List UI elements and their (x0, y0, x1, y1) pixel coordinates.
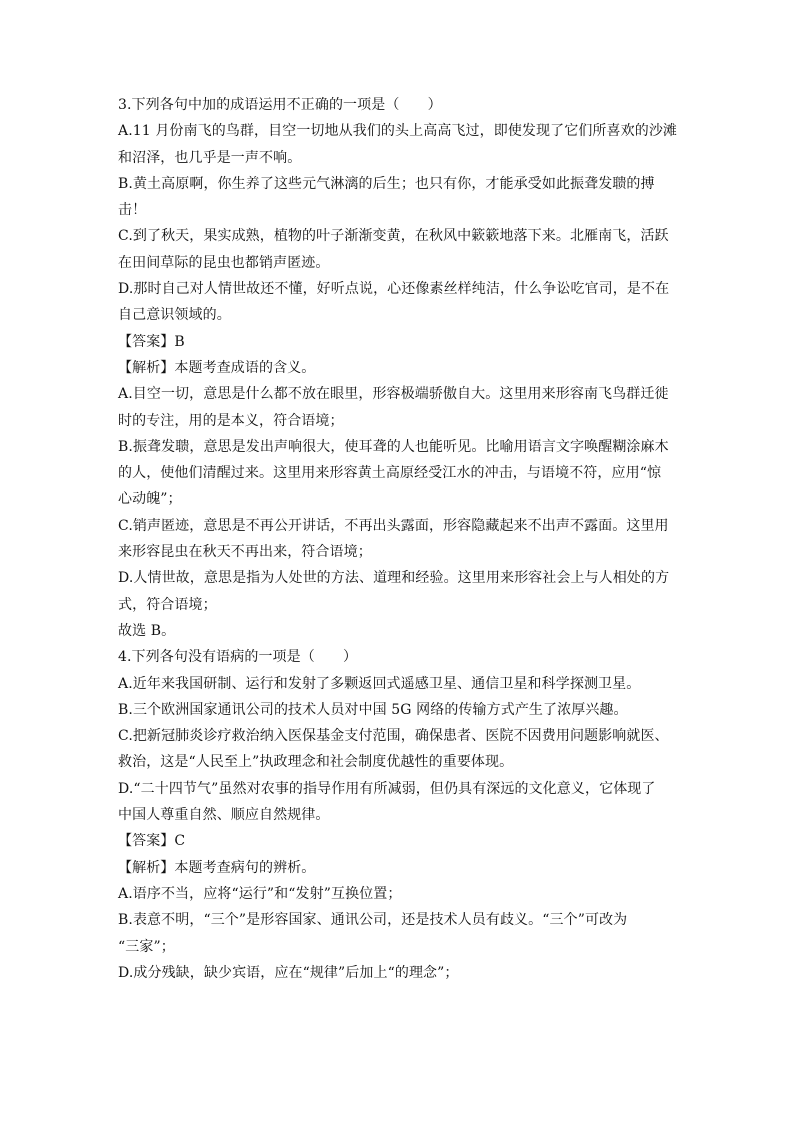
question-4-analysis-d: D.成分残缺，缺少宾语，应在“规律”后加上“的理念”； (118, 964, 459, 981)
question-3-analysis-b: B.振聋发聩，意思是发出声响很大，使耳聋的人也能听见。比喻用语言文字唤醒糊涂麻木 (118, 438, 669, 455)
question-3-option-d-cont: 自己意识领域的。 (118, 307, 231, 324)
question-3-conclusion: 故选 B。 (118, 622, 176, 639)
question-3-option-a: A.11 月份南飞的鸟群，目空一切地从我们的头上高高飞过，即使发现了它们所喜欢的沙滩 (118, 123, 678, 140)
question-3-option-c: C.到了秋天，果实成熟，植物的叶子渐渐变黄，在秋风中簌簌地落下来。北雁南飞，活跃 (118, 228, 669, 245)
question-3-option-d: D.那时自己对人情世故还不懂，好听点说，心还像素丝样纯洁，什么争讼吃官司，是不在 (118, 281, 670, 298)
question-4-option-c: C.把新冠肺炎诊疗救治纳入医保基金支付范围，确保患者、医院不因费用问题影响就医、 (118, 728, 669, 745)
question-3-option-a-cont: 和沼泽，也几乎是一声不响。 (118, 149, 302, 166)
question-3-analysis-c-cont: 来形容昆虫在秋天不再出来，符合语境； (118, 544, 372, 561)
question-4-analysis-a: A.语序不当，应将“运行”和“发射”互换位置； (118, 885, 402, 902)
question-3-analysis-b-cont: 的人，使他们清醒过来。这里用来形容黄土高原经受江水的冲击，与语境不符，应用“惊 (118, 465, 662, 482)
question-4-option-c-cont: 救治，这是“人民至上”执政理念和社会制度优越性的重要体现。 (118, 754, 514, 771)
question-4-analysis-b-cont: “三家”； (118, 938, 175, 955)
question-3-option-b-cont: 击！ (118, 202, 147, 219)
question-3-analysis-c: C.销声匿迹，意思是不再公开讲话，不再出头露面，形容隐藏起来不出声不露面。这里用 (118, 517, 669, 534)
question-3-answer: 【答案】B (118, 333, 185, 350)
question-4-analysis-title: 【解析】本题考查病句的辨析。 (118, 859, 316, 876)
document-page (118, 92, 678, 986)
question-4-option-d: D.“二十四节气”虽然对农事的指导作用有所减弱，但仍具有深远的文化意义，它体现了 (118, 780, 656, 797)
question-3-analysis-title: 【解析】本题考查成语的含义。 (118, 359, 316, 376)
question-3-analysis-a-cont: 时的专注，用的是本义，符合语境； (118, 412, 344, 429)
question-4-option-a: A.近年来我国研制、运行和发射了多颗返回式遥感卫星、通信卫星和科学探测卫星。 (118, 675, 641, 692)
question-3-analysis-b-cont2: 心动魄”； (118, 491, 182, 508)
question-4-analysis-b: B.表意不明，“三个”是形容国家、通讯公司，还是技术人员有歧义。“三个”可改为 (118, 912, 628, 929)
question-4-option-b: B.三个欧洲国家通讯公司的技术人员对中国 5G 网络的传输方式产生了浓厚兴趣。 (118, 701, 628, 718)
question-3-option-b: B.黄土高原啊，你生养了这些元气淋漓的后生；也只有你，才能承受如此振聋发聩的搏 (118, 175, 655, 192)
question-4-option-d-cont: 中国人尊重自然、顺应自然规律。 (118, 807, 330, 824)
question-3-analysis-d-cont: 式，符合语境； (118, 596, 217, 613)
question-4-stem: 4.下列各句没有语病的一项是（ ） (118, 649, 358, 666)
question-3-analysis-a: A.目空一切，意思是什么都不放在眼里，形容极端骄傲自大。这里用来形容南飞鸟群迁徙 (118, 386, 669, 403)
question-3-analysis-d: D.人情世故，意思是指为人处世的方法、道理和经验。这里用来形容社会上与人相处的方 (118, 570, 670, 587)
question-4-answer: 【答案】C (118, 833, 186, 850)
question-3-stem: 3.下列各句中加的成语运用不正确的一项是（ ） (118, 97, 442, 113)
question-3-option-c-cont: 在田间草际的昆虫也都销声匿迹。 (118, 254, 330, 271)
